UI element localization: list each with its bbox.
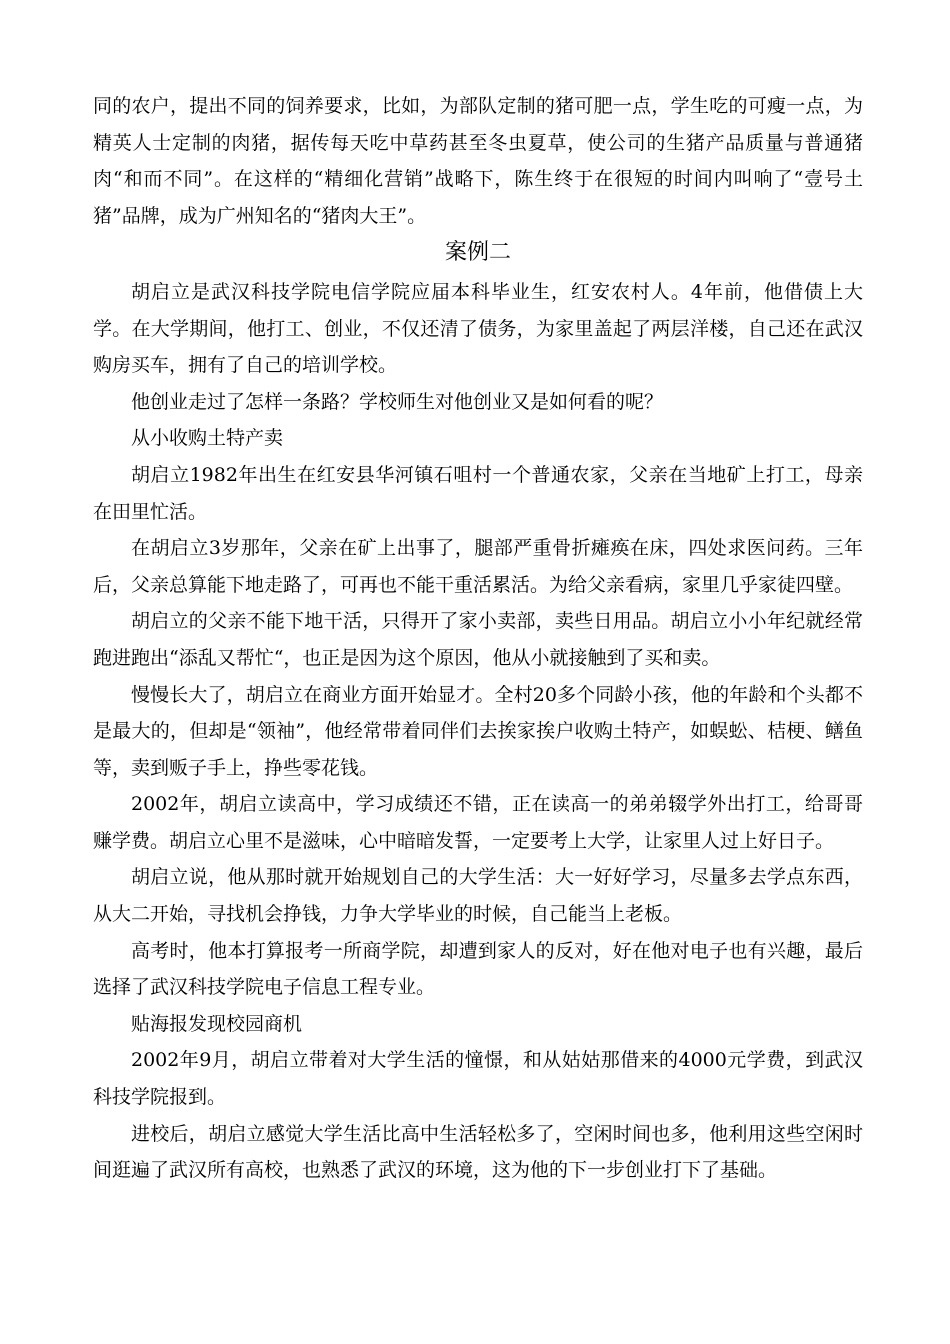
paragraph: 他创业走过了怎样一条路？学校师生对他创业又是如何看的呢？	[131, 390, 664, 413]
paragraph: 2002年9月，胡启立带着对大学生活的憧憬，和从姑姑那借来的4000元学费，到武汉科技学院报到。	[93, 1049, 863, 1109]
document-body	[93, 88, 863, 1189]
paragraph: 慢慢长大了，胡启立在商业方面开始显才。全村20多个同龄小孩，他的年龄和个头都不是最大的，但却是“领袖”，他经常带着同伴们去挨家挨户收购土特产，如蜈蚣、桔梗、鳝鱼等，卖到贩子手上，挣些零花钱。	[93, 683, 863, 779]
paragraph: 胡启立说，他从那时就开始规划自己的大学生活：大一好好学习，尽量多去学点东西，从大二开始，寻找机会挣钱，力争大学毕业的时候，自己能当上老板。	[93, 866, 863, 926]
paragraph: 胡启立1982年出生在红安县华河镇石咀村一个普通农家，父亲在当地矿上打工，母亲在田里忙活。	[93, 463, 863, 523]
subheading: 贴海报发现校园商机	[131, 1012, 303, 1035]
paragraph: 在胡启立3岁那年，父亲在矿上出事了，腿部严重骨折瘫痪在床，四处求医问药。三年后，父亲总算能下地走路了，可再也不能干重活累活。为给父亲看病，家里几乎家徒四壁。	[93, 537, 863, 596]
paragraph: 高考时，他本打算报考一所商学院，却遭到家人的反对，好在他对电子也有兴趣，最后选择了武汉科技学院电子信息工程专业。	[93, 939, 863, 999]
paragraph: 胡启立是武汉科技学院电信学院应届本科毕业生，红安农村人。4年前，他借债上大学。在大学期间，他打工、创业，不仅还清了债务，为家里盖起了两层洋楼，自己还在武汉购房买车，拥有了自己的培训学校。	[93, 280, 863, 377]
paragraph: 胡启立的父亲不能下地干活，只得开了家小卖部，卖些日用品。胡启立小小年纪就经常跑进跑出“添乱又帮忙“，也正是因为这个原因，他从小就接触到了买和卖。	[93, 610, 863, 669]
paragraph-continued: 同的农户，提出不同的饲养要求，比如，为部队定制的猪可肥一点，学生吃的可瘦一点，为精英人士定制的肉猪，据传每天吃中草药甚至冬虫夏草，使公司的生猪产品质量与普通猪肉“和而不同”。在这样的“精细化营销”战略下，陈生终于在很短的时间内叫响了“壹号土猪”品牌，成为广州知名的“猪肉大王”。	[93, 95, 863, 227]
subheading: 从小收购土特产卖	[131, 427, 284, 450]
paragraph: 进校后，胡启立感觉大学生活比高中生活轻松多了，空闲时间也多，他利用这些空闲时间逛遍了武汉所有高校，也熟悉了武汉的环境，这为他的下一步创业打下了基础。	[93, 1122, 863, 1182]
section-title: 案例二	[444, 240, 511, 266]
paragraph: 2002年，胡启立读高中，学习成绩还不错，正在读高一的弟弟辍学外出打工，给哥哥赚学费。胡启立心里不是滋味，心中暗暗发誓，一定要考上大学，让家里人过上好日子。	[93, 793, 863, 852]
